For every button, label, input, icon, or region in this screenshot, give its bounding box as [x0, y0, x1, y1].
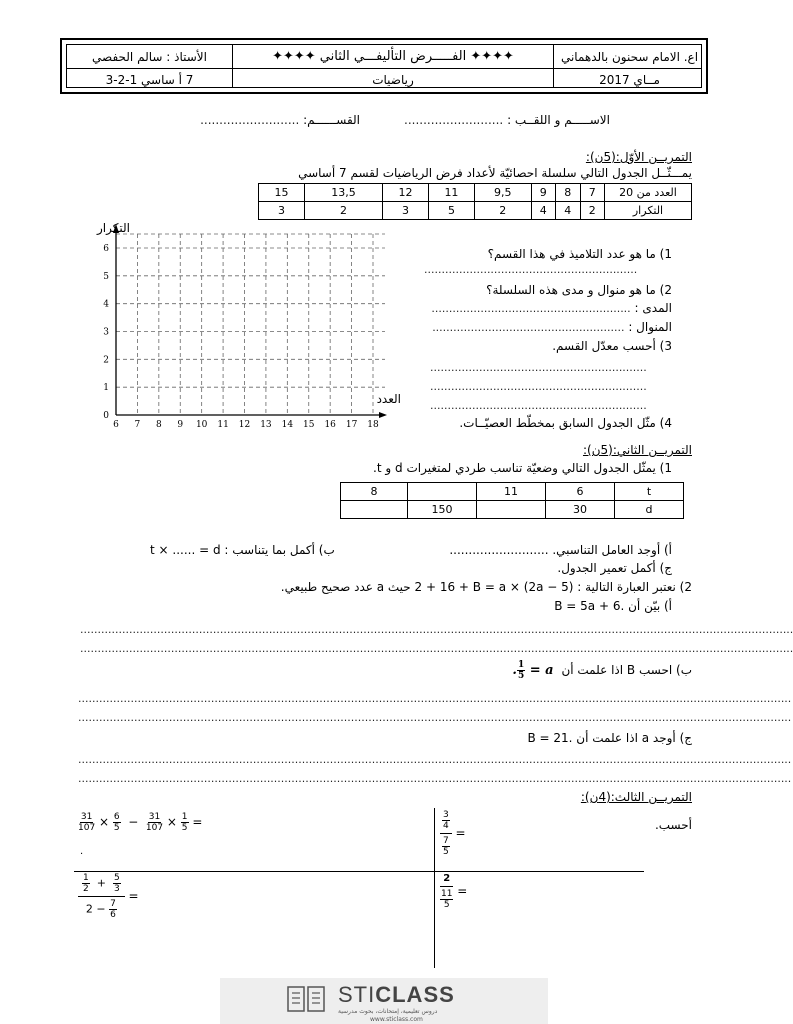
- table-cell[interactable]: 8: [341, 483, 408, 501]
- table-cell: 9: [531, 184, 555, 202]
- answer-line[interactable]: ............................................................................................................................................................................................................: [78, 711, 792, 724]
- x-tick-label: 8: [155, 420, 162, 430]
- y-tick-label: 6: [103, 244, 109, 254]
- ex3-horizontal-divider: [74, 871, 644, 872]
- brand-url: www.sticlass.com: [370, 1016, 423, 1023]
- table-cell: 11: [428, 184, 474, 202]
- row-label-d: d: [615, 501, 684, 519]
- x-tick-label: 15: [303, 420, 315, 430]
- table-cell[interactable]: [341, 501, 408, 519]
- table-cell: 8: [556, 184, 580, 202]
- table-row: [259, 202, 692, 220]
- table-row: [259, 184, 692, 202]
- row-label-freq: التكرار: [605, 202, 692, 220]
- table-cell: 4: [531, 202, 555, 220]
- bar-chart-grid: [90, 218, 410, 433]
- table-cell: 15: [259, 184, 305, 202]
- table-cell: 13,5: [304, 184, 382, 202]
- y-tick-label: 1: [103, 383, 109, 394]
- ex2-table: [340, 482, 684, 519]
- exam-header: [60, 38, 708, 94]
- table-cell: 2: [474, 202, 531, 220]
- x-tick-label: 11: [217, 420, 229, 430]
- x-axis-arrow-icon: [379, 412, 387, 418]
- table-cell: 3: [383, 202, 429, 220]
- y-tick-label: 0: [103, 411, 109, 421]
- ex1-intro: يمـــثّــل الجدول التالي سلسلة احصائيّة لأعداد فرض الرياضيات لقسم 7 أساسي: [298, 166, 692, 180]
- ex1-q1-answer[interactable]: .............................................................: [424, 263, 638, 276]
- ex2-title: التمريــن الثاني:(5ن):: [582, 443, 692, 457]
- answer-line[interactable]: ............................................................................................................................................................................................................: [80, 642, 793, 655]
- answer-line[interactable]: ............................................................................................................................................................................................................: [78, 692, 792, 705]
- x-tick-label: 13: [260, 420, 272, 430]
- section-dots: ..........................: [200, 113, 300, 127]
- row-label-t: t: [615, 483, 684, 501]
- exam-date: مــاي 2017: [599, 73, 660, 87]
- ex3-expr2: $\frac{\frac{3}{4}}{\frac{7}{5}}$ =: [440, 810, 466, 857]
- table-cell: 2: [304, 202, 382, 220]
- ex1-range[interactable]: [431, 301, 672, 315]
- ex3-expr3: $\frac{1}{2}$ + $\frac{5}{3}$ 2 − $\frac{7}{6}$ =: [78, 873, 139, 920]
- x-axis-label: العدد: [376, 392, 401, 406]
- range-dots: .........................................................: [431, 302, 631, 315]
- x-tick-label: 9: [177, 420, 184, 430]
- brand-tagline: دروس تعليمية، إمتحانات، بحوث مدرسية: [338, 1008, 438, 1015]
- ex3-title: التمريــن الثالث:(4ن):: [580, 790, 692, 804]
- table-cell: 2: [580, 202, 604, 220]
- answer-line[interactable]: ............................................................................................................................................................................................................: [80, 623, 793, 636]
- table-row: [341, 501, 684, 519]
- ex2-qb: ب) أكمل بما يتناسب : t × ...... = d: [150, 543, 335, 557]
- ex2-q2b: [512, 660, 692, 681]
- table-row: [341, 483, 684, 501]
- ex1-q4: 4) مثّل الجدول السابق بمخطّط العصيّــات.: [459, 416, 672, 430]
- y-tick-label: 2: [103, 355, 109, 366]
- mode-dots: .......................................................: [432, 321, 625, 334]
- ex2-q2c: ج) أوجد a اذا علمت أن .B = 21: [527, 731, 692, 745]
- y-tick-label: 3: [103, 327, 109, 338]
- ex1-q3-answer-1[interactable]: ..............................................................: [430, 361, 647, 374]
- table-cell: 3: [259, 202, 305, 220]
- ex2-q2b-value: a = $\frac{1}{5}$ .: [512, 660, 554, 681]
- student-section-field[interactable]: [180, 113, 360, 127]
- ex2-qa: أ) أوجد العامل التناسبي. ..........................: [449, 543, 672, 557]
- x-tick-label: 6: [113, 420, 119, 430]
- x-tick-label: 7: [134, 420, 141, 430]
- table-cell: 4: [556, 202, 580, 220]
- table-cell[interactable]: 6: [546, 483, 615, 501]
- x-tick-label: 18: [367, 420, 379, 430]
- table-cell[interactable]: [477, 501, 546, 519]
- ex2-q2a: أ) بيّن أن .B = 5a + 6: [554, 599, 672, 613]
- exam-title: ✦✦✦✦ الفـــــرض التأليفـــي الثاني ✦✦✦✦: [272, 49, 514, 64]
- ex1-table: [258, 183, 692, 220]
- brand-thin: STI: [338, 982, 376, 1007]
- ex3-vertical-divider: [434, 808, 435, 968]
- table-cell[interactable]: [408, 483, 477, 501]
- ex2-qc: ج) أكمل تعمير الجدول.: [557, 561, 672, 575]
- table-cell: 7: [580, 184, 604, 202]
- ex1-q3: 3) أحسب معدّل القسم.: [552, 339, 672, 353]
- ex2-q1: 1) يمثّل الجدول التالي وضعيّة تناسب طردي لمتغيرات d و t.: [373, 461, 672, 475]
- exam-subject: رياضيات: [372, 73, 414, 87]
- ex2-q2b-text: ب) احسب B اذا علمت أن: [561, 663, 692, 677]
- y-tick-label: 4: [103, 299, 109, 310]
- x-tick-label: 16: [324, 420, 336, 430]
- student-name-field[interactable]: [380, 113, 610, 127]
- table-cell: 9,5: [474, 184, 531, 202]
- ex1-q2: 2) ما هو منوال و مدى هذه السلسلة؟: [486, 283, 672, 297]
- name-dots: ..........................: [404, 113, 504, 127]
- ex2-q2: 2) نعتبر العبارة التالية : (2a − 5) × 2 + 16 + B = a حيث a عدد صحيح طبيعي.: [280, 580, 692, 594]
- x-tick-label: 14: [281, 420, 294, 430]
- row-label-values: العدد من 20: [605, 184, 692, 202]
- answer-line[interactable]: ............................................................................................................................................................................................................: [78, 753, 792, 766]
- table-cell[interactable]: 11: [477, 483, 546, 501]
- school-name: اع. الامام سحنون بالدهماني: [560, 49, 699, 64]
- y-axis-label: التكرار: [97, 221, 130, 235]
- table-cell: 12: [383, 184, 429, 202]
- ex1-mode[interactable]: [432, 320, 672, 334]
- sticlass-logo: [220, 978, 548, 1024]
- ex1-q3-answer-3[interactable]: ..............................................................: [430, 399, 647, 412]
- ex3-instruction: أحسب.: [654, 818, 692, 832]
- mode-label: المنوال :: [628, 320, 672, 334]
- x-tick-label: 10: [195, 420, 208, 430]
- x-tick-label: 12: [238, 420, 251, 430]
- section-label: القســــــم:: [303, 113, 360, 127]
- ex1-q1: 1) ما هو عدد التلاميذ في هذا القسم؟: [487, 247, 672, 261]
- class-level: 7 أ ساسي 1-2-3: [105, 73, 194, 87]
- table-cell[interactable]: 150: [408, 501, 477, 519]
- answer-line[interactable]: ............................................................................................................................................................................................................: [78, 772, 792, 785]
- ex3-expr1: $\frac{31}{107}$ × $\frac{6}{5}$ − $\frac{31}{107}$ × $\frac{1}{5}$ =: [78, 812, 203, 833]
- x-tick-label: 17: [345, 420, 358, 430]
- book-icon: [286, 984, 326, 1014]
- y-tick-label: 5: [103, 271, 109, 282]
- ex1-title: التمريــن الأوّل:(5ن):: [585, 150, 692, 164]
- name-label: الاســـــم و اللقــب :: [507, 113, 610, 127]
- ex1-q3-answer-2[interactable]: ..............................................................: [430, 380, 647, 393]
- table-cell[interactable]: 30: [546, 501, 615, 519]
- table-cell: 5: [428, 202, 474, 220]
- ex3-expr4: $\frac{2}{\frac{11}{5}}$ =: [441, 873, 468, 910]
- range-label: المدى :: [634, 301, 672, 315]
- brand-bold: CLASS: [375, 982, 455, 1007]
- teacher-name: الأستاذ : سالم الحفصي: [92, 49, 207, 64]
